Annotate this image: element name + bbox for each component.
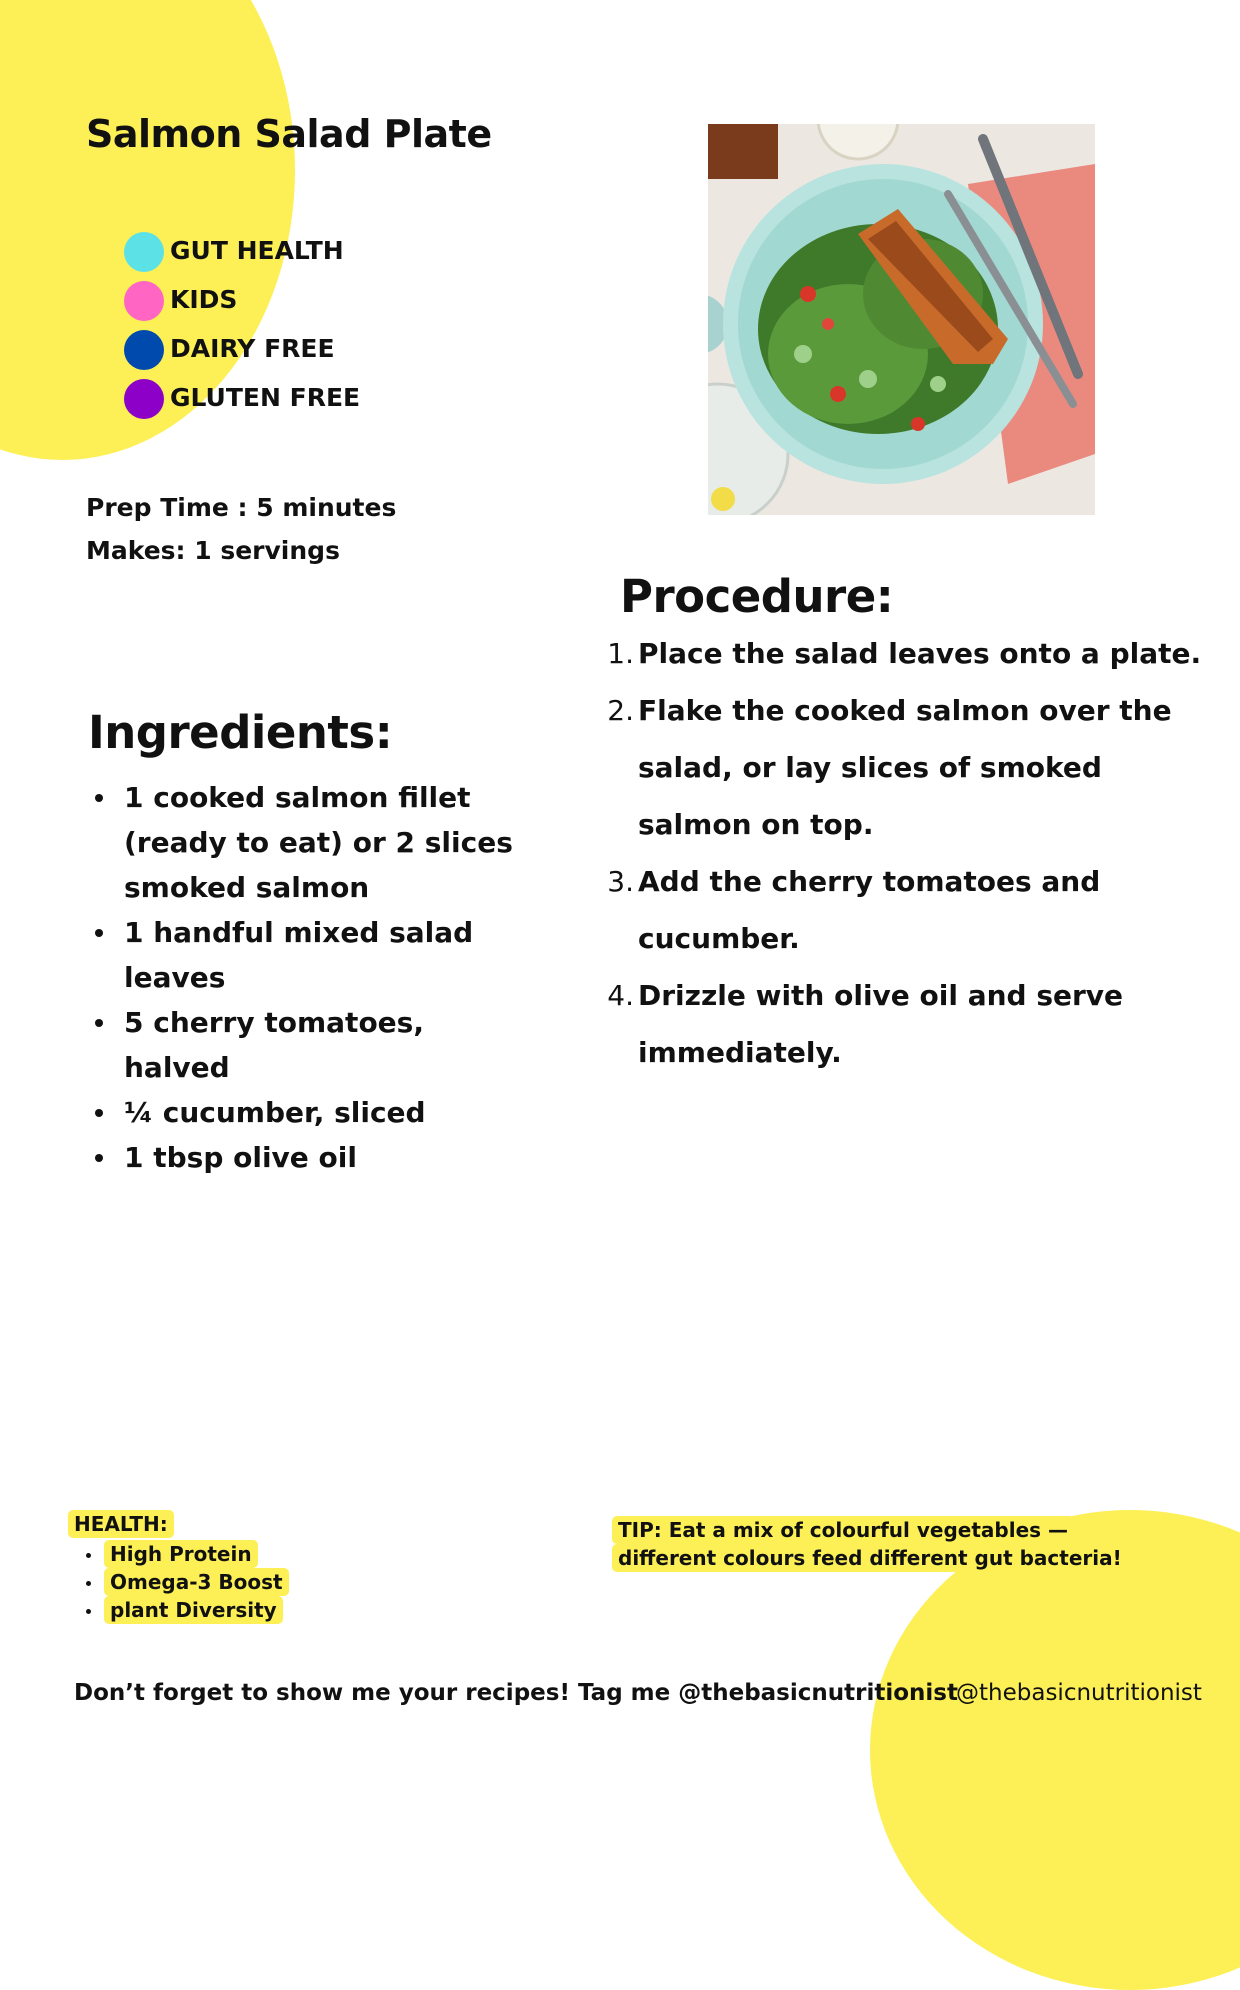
ingredients-heading: Ingredients: [88,706,393,759]
tag-color-dot [124,379,164,419]
step-number: 2. [607,694,634,727]
ingredient-item: 5 cherry tomatoes, halved [124,1000,524,1090]
recipe-title: Salmon Salad Plate [86,112,492,156]
step-text: Place the salad leaves onto a plate. [638,637,1202,670]
health-benefit-label: High Protein [104,1540,258,1568]
procedure-step [607,625,1208,682]
step-text: Drizzle with olive oil and serve immediately. [638,979,1124,1069]
prep-time: Prep Time : 5 minutes [86,493,397,522]
ingredient-item: ¼ cucumber, sliced [124,1090,524,1135]
tip-text: TIP: Eat a mix of colourful vegetables — different colours feed different gut bacteria! [612,1516,1128,1572]
tag-dairy-free [124,328,524,372]
tip-box [612,1516,1152,1572]
tag-label: KIDS [170,285,238,314]
tag-color-dot [124,232,164,272]
salmon-salad-illustration [708,124,1095,515]
health-title: HEALTH: [68,1510,174,1538]
footer-social-handle: @thebasicnutritionist [956,1680,1202,1706]
procedure-step [607,967,1208,1081]
step-text: Add the cherry tomatoes and cucumber. [638,865,1101,955]
procedure-steps [607,625,1208,1081]
ingredient-item: 1 handful mixed salad leaves [124,910,524,1000]
tag-label: GLUTEN FREE [170,383,361,412]
salmon-salad-photo [708,124,1095,515]
tag-color-dot [124,281,164,321]
procedure-step [607,682,1208,853]
ingredient-item: 1 cooked salmon fillet (ready to eat) or 2 slices smoked salmon [124,775,524,910]
step-number: 4. [607,979,634,1012]
procedure-heading: Procedure: [620,570,894,623]
step-text: Flake the cooked salmon over the salad, or lay slices of smoked salmon on top. [638,694,1172,841]
recipe-meta [86,486,396,572]
step-number: 1. [607,637,634,670]
tag-label: GUT HEALTH [170,236,344,265]
tag-kids [124,279,524,323]
step-number: 3. [607,865,634,898]
tag-color-dot [124,330,164,370]
procedure-step [607,853,1208,967]
tag-gut-health [124,230,524,274]
health-benefit-label: plant Diversity [104,1596,283,1624]
tag-label: DAIRY FREE [170,334,335,363]
ingredients-list [124,775,524,1180]
tag-gluten-free [124,377,524,421]
ingredient-item: 1 tbsp olive oil [124,1135,524,1180]
decorative-blob-bottom-right [870,1510,1240,1990]
health-benefit-label: Omega-3 Boost [104,1568,289,1596]
servings: Makes: 1 servings [86,536,340,565]
footer-call-to-action: Don’t forget to show me your recipes! Tag me @thebasicnutritionist [74,1680,958,1706]
